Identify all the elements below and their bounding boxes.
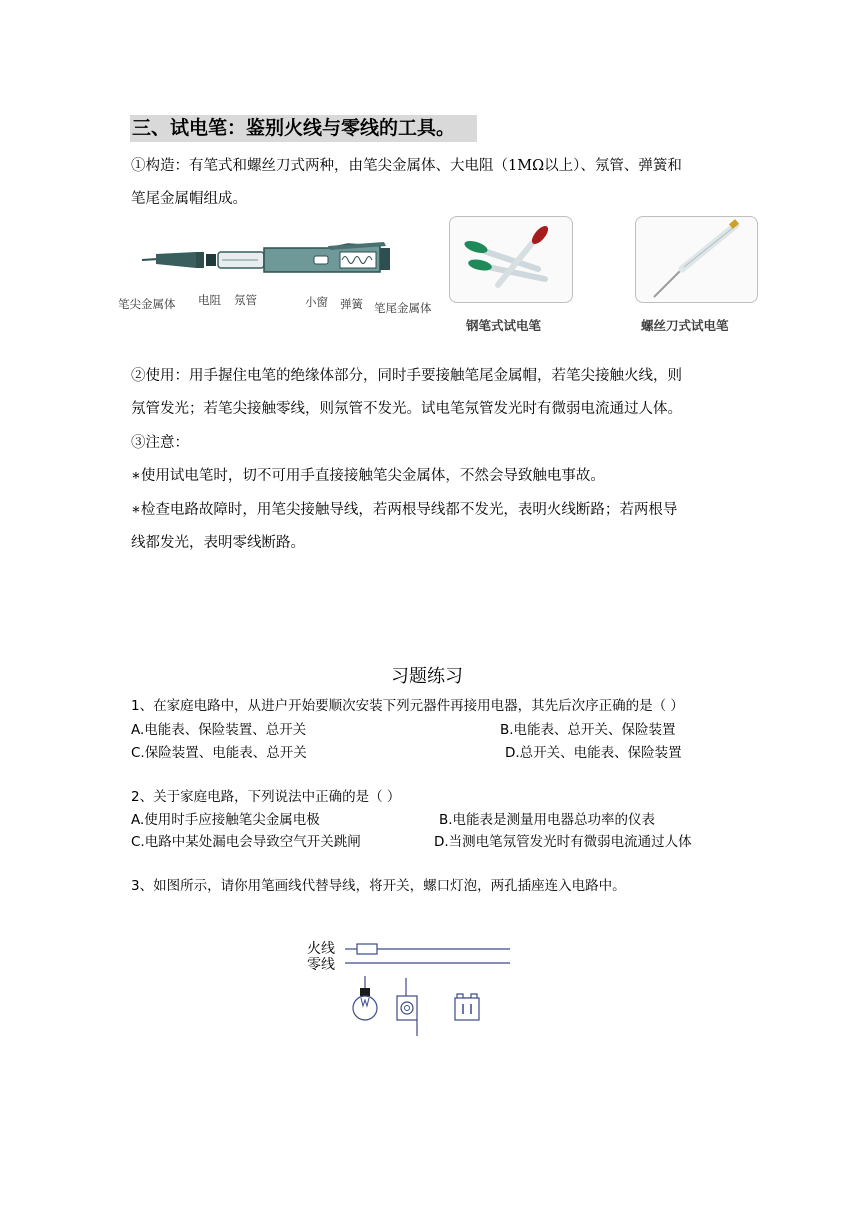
pen-label-spring: 弹簧 bbox=[340, 297, 363, 311]
q1-option-d: D.总开关、电能表、保险装置 bbox=[505, 745, 682, 761]
q3-stem: 3、如图所示，请你用笔画线代替导线，将开关，螺口灯泡，两孔插座连入电路中。 bbox=[131, 878, 626, 894]
screw-bulb-icon bbox=[353, 976, 377, 1020]
exercise-title: 习题练习 bbox=[391, 666, 463, 687]
pen-label-resistor: 电阻 bbox=[198, 293, 221, 307]
fuse-icon bbox=[357, 944, 377, 954]
note-1: ∗使用试电笔时，切不可用手直接接触笔尖金属体，不然会导致触电事故。 bbox=[131, 468, 605, 484]
q2-option-c: C.电路中某处漏电会导致空气开关跳闸 bbox=[131, 834, 361, 850]
q2-stem: 2、关于家庭电路，下列说法中正确的是（ ） bbox=[131, 789, 401, 805]
section-heading: 三、试电笔：鉴别火线与零线的工具。 bbox=[130, 115, 477, 142]
structure-line-1: ①构造：有笔式和螺丝刀式两种，由笔尖金属体、大电阻（1MΩ以上）、氖管、弹簧和 bbox=[131, 158, 682, 174]
usage-line-2: 氖管发光；若笔尖接触零线，则氖管不发光。试电笔氖管发光时有微弱电流通过人体。 bbox=[131, 401, 682, 417]
screwdriver-tester-caption: 螺丝刀式试电笔 bbox=[641, 318, 729, 333]
q1-option-c: C.保险装置、电能表、总开关 bbox=[131, 745, 307, 761]
neutral-wire-label: 零线 bbox=[307, 957, 335, 973]
note-2-line-1: ∗检查电路故障时，用笔尖接触导线，若两根导线都不发光，表明火线断路；若两根导 bbox=[131, 502, 678, 518]
live-wire-label: 火线 bbox=[307, 941, 335, 957]
structure-line-2: 笔尾金属帽组成。 bbox=[131, 191, 247, 207]
q2-option-b: B.电能表是测量用电器总功率的仪表 bbox=[439, 812, 656, 828]
pen-label-tip: 笔尖金属体 bbox=[118, 297, 176, 311]
pen-cross-section-illustration bbox=[118, 238, 436, 278]
pen-label-tail-cap: 笔尾金属体 bbox=[374, 301, 432, 315]
pen-structure-diagram bbox=[118, 238, 436, 322]
q1-option-a: A.电能表、保险装置、总开关 bbox=[131, 722, 307, 738]
two-hole-socket-icon bbox=[455, 994, 479, 1020]
screwdriver-tester-image bbox=[636, 217, 757, 302]
q1-stem: 1、在家庭电路中，从进户开始要顺次安装下列元器件再接用电器，其先后次序正确的是（ ） bbox=[131, 698, 684, 714]
circuit-symbols bbox=[305, 936, 515, 1040]
pen-label-window: 小窗 bbox=[305, 295, 328, 309]
q2-option-d: D.当测电笔氖管发光时有微弱电流通过人体 bbox=[434, 834, 692, 850]
pen-type-tester-photo bbox=[449, 216, 573, 303]
q2-option-a: A.使用时手应接触笔尖金属电极 bbox=[131, 812, 320, 828]
note-2-line-2: 线都发光，表明零线断路。 bbox=[131, 535, 305, 551]
circuit-diagram bbox=[305, 936, 515, 1040]
pen-type-tester-caption: 钢笔式试电笔 bbox=[466, 318, 542, 333]
note-title: ③注意： bbox=[131, 435, 189, 451]
switch-icon bbox=[397, 978, 417, 1036]
pen-label-neon-tube: 氖管 bbox=[234, 293, 257, 307]
pen-type-tester-image bbox=[450, 217, 572, 302]
usage-line-1: ②使用：用手握住电笔的绝缘体部分，同时手要接触笔尾金属帽，若笔尖接触火线，则 bbox=[131, 368, 682, 384]
screwdriver-tester-photo bbox=[635, 216, 758, 303]
q1-option-b: B.电能表、总开关、保险装置 bbox=[500, 722, 676, 738]
